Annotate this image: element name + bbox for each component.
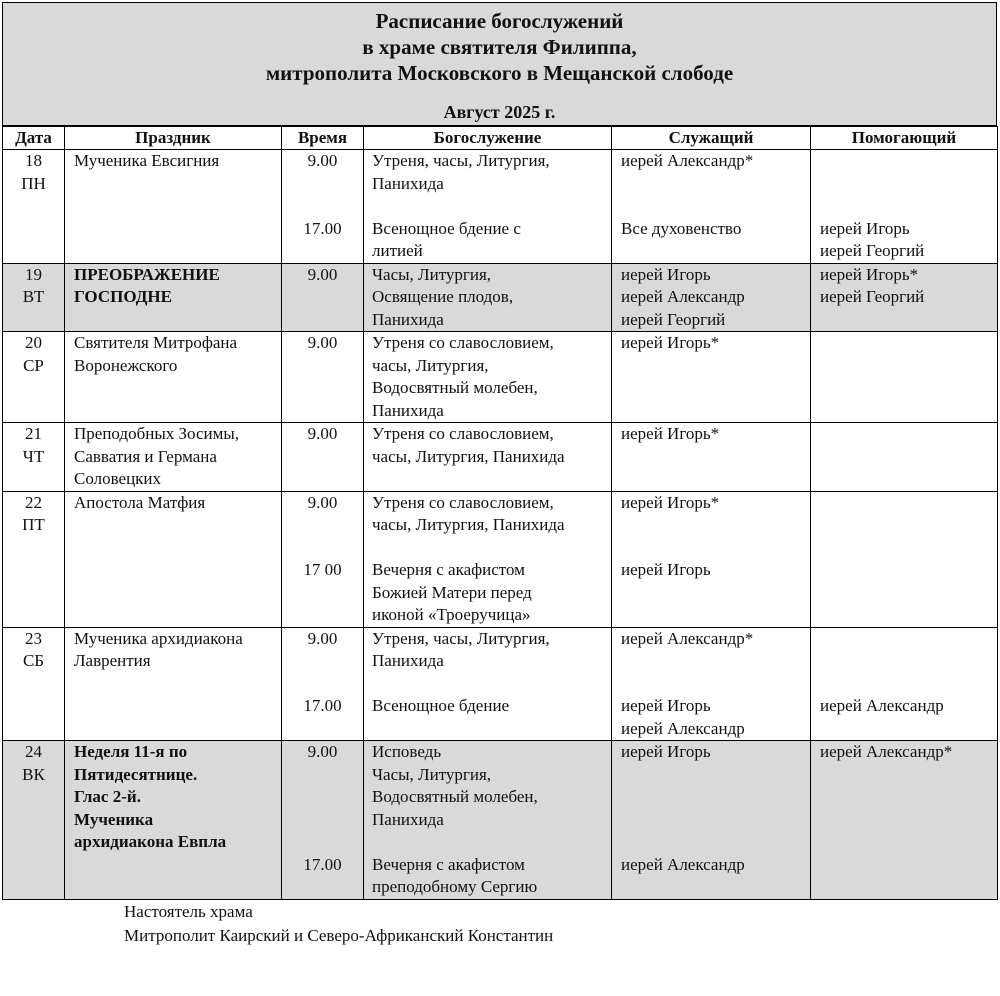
feast-line: ПРЕОБРАЖЕНИЕ xyxy=(74,264,220,284)
spacer xyxy=(372,537,611,560)
date-cell xyxy=(3,150,65,264)
feast-cell xyxy=(65,423,282,492)
spacer xyxy=(282,831,363,854)
day-number: 21 xyxy=(25,424,42,443)
service-time: 17.00 xyxy=(303,696,342,715)
feast-cell xyxy=(65,150,282,264)
feast-line: архидиакона Евпла xyxy=(74,832,227,851)
helper-name: иерей Георгий xyxy=(820,241,925,260)
service-time: 9.00 xyxy=(307,492,338,512)
spacer xyxy=(282,514,363,537)
spacer xyxy=(820,559,997,582)
spacer xyxy=(621,831,810,854)
spacer xyxy=(820,195,997,218)
date-cell xyxy=(3,627,65,741)
feast-cell xyxy=(65,627,282,741)
service-line: Панихида xyxy=(372,309,444,329)
priest-cell xyxy=(612,263,811,332)
table-header-row xyxy=(3,127,998,150)
title-line-3: митрополита Московского в Мещанской слободе xyxy=(265,61,734,85)
column-header-date: Дата xyxy=(3,127,65,150)
priest-cell xyxy=(612,741,811,900)
spacer xyxy=(820,582,997,605)
feast-line: Лаврентия xyxy=(74,651,151,670)
service-time: 9.00 xyxy=(307,424,338,443)
column-header-priest: Служащий xyxy=(612,127,811,150)
priest-name: иерей Александр* xyxy=(621,151,754,170)
service-cell xyxy=(364,332,612,423)
schedule-header xyxy=(2,2,997,126)
day-number: 20 xyxy=(25,333,42,352)
spacer xyxy=(372,718,611,741)
spacer xyxy=(820,400,997,423)
spacer xyxy=(820,831,997,854)
feast-line: Святителя Митрофана xyxy=(74,333,238,352)
service-line: литией xyxy=(372,241,423,260)
feast-line: Пятидесятнице. xyxy=(74,764,198,784)
service-line: Водосвятный молебен, xyxy=(372,787,538,806)
service-cell xyxy=(364,491,612,627)
spacer xyxy=(820,854,997,877)
helper-cell xyxy=(811,423,998,492)
spacer xyxy=(282,537,363,560)
feast-line: Преподобных Зосимы, xyxy=(74,424,240,443)
spacer xyxy=(820,332,997,355)
column-header-service: Богослужение xyxy=(364,127,612,150)
table-row xyxy=(3,491,998,627)
table-row xyxy=(3,741,998,900)
helper-cell xyxy=(811,491,998,627)
service-time: 9.00 xyxy=(307,264,338,284)
feast-line: Соловецких xyxy=(74,469,162,488)
feast-cell xyxy=(65,263,282,332)
time-cell xyxy=(282,627,364,741)
service-line: часы, Литургия, xyxy=(372,355,489,375)
spacer xyxy=(282,446,363,469)
signature-block xyxy=(124,900,553,948)
spacer xyxy=(820,423,997,446)
service-line: Освящение плодов, xyxy=(372,287,514,306)
service-line: Утреня со славословием, xyxy=(372,333,554,352)
spacer xyxy=(372,673,611,696)
priest-name: Все духовенство xyxy=(621,218,742,238)
service-time: 9.00 xyxy=(307,742,338,761)
priest-name: иерей Игорь* xyxy=(621,333,720,352)
spacer xyxy=(621,173,810,196)
spacer xyxy=(282,377,363,400)
day-number: 24 xyxy=(25,742,42,761)
priest-name: иерей Александр xyxy=(621,854,745,874)
date-cell xyxy=(3,263,65,332)
priest-name: иерей Игорь* xyxy=(621,424,720,443)
priest-cell xyxy=(612,627,811,741)
spacer xyxy=(282,195,363,218)
title-line-1: Расписание богослужений xyxy=(375,9,624,33)
service-line: Божией Матери перед xyxy=(372,582,532,602)
service-line: Вечерня с акафистом xyxy=(372,560,525,579)
service-line: Панихида xyxy=(372,809,444,829)
day-number: 22 xyxy=(25,492,42,512)
schedule-rows xyxy=(3,150,998,900)
service-line: Панихида xyxy=(372,400,444,420)
service-line: Панихида xyxy=(372,651,444,670)
schedule-sheet xyxy=(2,2,997,900)
spacer xyxy=(820,650,997,673)
spacer xyxy=(621,876,810,899)
feast-line: Мученика архидиакона xyxy=(74,628,243,648)
signature-line-2: Митрополит Каирский и Северо-Африканский Константин xyxy=(124,926,554,945)
spacer xyxy=(621,195,810,218)
spacer xyxy=(820,173,997,196)
spacer xyxy=(621,604,810,627)
service-line: Утреня со славословием, xyxy=(372,492,554,512)
service-line: Часы, Литургия, xyxy=(372,764,492,784)
spacer xyxy=(820,628,997,651)
spacer xyxy=(820,355,997,378)
service-time: 9.00 xyxy=(307,628,338,648)
spacer xyxy=(621,400,810,423)
spacer xyxy=(820,604,997,627)
spacer xyxy=(820,377,997,400)
helper-cell xyxy=(811,332,998,423)
weekday-label: ПН xyxy=(21,173,46,193)
helper-cell xyxy=(811,263,998,332)
priest-cell xyxy=(612,423,811,492)
time-cell xyxy=(282,150,364,264)
spacer xyxy=(282,786,363,809)
time-cell xyxy=(282,491,364,627)
service-line: Всенощное бдение xyxy=(372,696,510,715)
spacer xyxy=(820,492,997,515)
service-time: 17 00 xyxy=(303,560,342,579)
service-line: Утреня со славословием, xyxy=(372,424,554,443)
table-row xyxy=(3,423,998,492)
helper-name: иерей Георгий xyxy=(820,287,925,306)
spacer xyxy=(820,718,997,741)
service-line: Утреня, часы, Литургия, xyxy=(372,151,550,170)
service-cell xyxy=(364,627,612,741)
spacer xyxy=(282,286,363,309)
weekday-label: СБ xyxy=(22,651,45,670)
spacer xyxy=(621,582,810,605)
spacer xyxy=(282,582,363,605)
spacer xyxy=(820,514,997,537)
spacer xyxy=(621,355,810,378)
service-cell xyxy=(364,423,612,492)
service-line: преподобному Сергию xyxy=(372,877,538,896)
priest-cell xyxy=(612,491,811,627)
service-line: Часы, Литургия, xyxy=(372,264,492,284)
feast-line: Апостола Матфия xyxy=(74,492,206,512)
feast-line: Глас 2-й. xyxy=(74,787,141,806)
spacer xyxy=(820,764,997,787)
time-cell xyxy=(282,741,364,900)
weekday-label: ВТ xyxy=(22,287,45,306)
day-number: 19 xyxy=(25,264,42,284)
helper-name: иерей Игорь* xyxy=(820,264,919,284)
month-label: Август 2025 г. xyxy=(443,102,556,122)
date-cell xyxy=(3,491,65,627)
spacer xyxy=(621,446,810,469)
feast-line: Неделя 11-я по xyxy=(74,742,188,761)
spacer xyxy=(282,650,363,673)
feast-cell xyxy=(65,741,282,900)
spacer xyxy=(621,809,810,832)
service-line: Водосвятный молебен, xyxy=(372,378,538,397)
spacer xyxy=(820,537,997,560)
date-cell xyxy=(3,423,65,492)
column-header-feast: Праздник xyxy=(65,127,282,150)
service-cell xyxy=(364,150,612,264)
table-row xyxy=(3,332,998,423)
spacer xyxy=(820,809,997,832)
spacer xyxy=(282,604,363,627)
weekday-label: ВК xyxy=(22,764,45,784)
priest-name: иерей Александр xyxy=(621,287,745,306)
feast-cell xyxy=(65,491,282,627)
feast-line: Савватия и Германа xyxy=(74,446,217,466)
priest-name: иерей Игорь xyxy=(621,560,711,579)
date-cell xyxy=(3,332,65,423)
spacer xyxy=(621,514,810,537)
priest-cell xyxy=(612,332,811,423)
helper-name: иерей Александр* xyxy=(820,742,953,761)
spacer xyxy=(282,809,363,832)
weekday-label: СР xyxy=(23,355,44,375)
spacer xyxy=(282,355,363,378)
feast-line: Мученика Евсигния xyxy=(74,151,220,170)
service-line: Утреня, часы, Литургия, xyxy=(372,628,550,648)
spacer xyxy=(820,673,997,696)
helper-name: иерей Игорь xyxy=(820,218,910,238)
spacer xyxy=(820,786,997,809)
helper-cell xyxy=(811,150,998,264)
spacer xyxy=(282,173,363,196)
service-time: 17.00 xyxy=(303,218,342,238)
spacer xyxy=(282,673,363,696)
service-time: 17.00 xyxy=(303,854,342,874)
helper-cell xyxy=(811,741,998,900)
feast-line: Воронежского xyxy=(74,355,178,375)
title-line-2: в храме святителя Филиппа, xyxy=(362,35,637,59)
spacer xyxy=(282,764,363,787)
signature-line-1: Настоятель храма xyxy=(124,902,253,921)
priest-name: иерей Александр* xyxy=(621,628,754,648)
spacer xyxy=(282,400,363,423)
service-line: Вечерня с акафистом xyxy=(372,854,525,874)
priest-name: иерей Александр xyxy=(621,718,745,738)
time-cell xyxy=(282,332,364,423)
helper-name: иерей Александр xyxy=(820,696,944,715)
spacer xyxy=(820,446,997,469)
day-number: 23 xyxy=(25,628,42,648)
time-cell xyxy=(282,263,364,332)
schedule-table xyxy=(2,126,998,900)
spacer xyxy=(820,876,997,899)
table-row xyxy=(3,263,998,332)
time-cell xyxy=(282,423,364,492)
priest-name: иерей Георгий xyxy=(621,309,726,329)
column-header-time: Время xyxy=(282,127,364,150)
service-cell xyxy=(364,741,612,900)
spacer xyxy=(621,673,810,696)
spacer xyxy=(372,195,611,218)
column-header-helper: Помогающий xyxy=(811,127,998,150)
date-cell xyxy=(3,741,65,900)
feast-line: Мученика xyxy=(74,809,154,829)
spacer xyxy=(621,377,810,400)
helper-cell xyxy=(811,627,998,741)
service-cell xyxy=(364,263,612,332)
day-number: 18 xyxy=(25,151,42,170)
spacer xyxy=(820,150,997,173)
feast-cell xyxy=(65,332,282,423)
feast-line: ГОСПОДНЕ xyxy=(74,287,172,306)
service-time: 9.00 xyxy=(307,151,338,170)
service-line: часы, Литургия, Панихида xyxy=(372,515,565,534)
service-time: 9.00 xyxy=(307,333,338,352)
priest-name: иерей Игорь xyxy=(621,742,711,761)
service-line: иконой «Троеручица» xyxy=(372,605,531,624)
table-row xyxy=(3,150,998,264)
spacer xyxy=(282,718,363,741)
priest-name: иерей Игорь* xyxy=(621,492,720,512)
spacer xyxy=(621,240,810,263)
spacer xyxy=(621,650,810,673)
spacer xyxy=(621,786,810,809)
weekday-label: ЧТ xyxy=(22,446,45,466)
service-line: Всенощное бдение с xyxy=(372,218,521,238)
spacer xyxy=(282,876,363,899)
priest-name: иерей Игорь xyxy=(621,696,711,715)
spacer xyxy=(282,240,363,263)
table-row xyxy=(3,627,998,741)
priest-cell xyxy=(612,150,811,264)
spacer xyxy=(282,309,363,332)
spacer xyxy=(621,537,810,560)
priest-name: иерей Игорь xyxy=(621,264,711,284)
weekday-label: ПТ xyxy=(22,515,45,534)
spacer xyxy=(621,764,810,787)
spacer xyxy=(372,831,611,854)
service-line: Исповедь xyxy=(372,742,442,761)
service-line: часы, Литургия, Панихида xyxy=(372,446,565,466)
spacer xyxy=(820,309,997,332)
service-line: Панихида xyxy=(372,173,444,193)
